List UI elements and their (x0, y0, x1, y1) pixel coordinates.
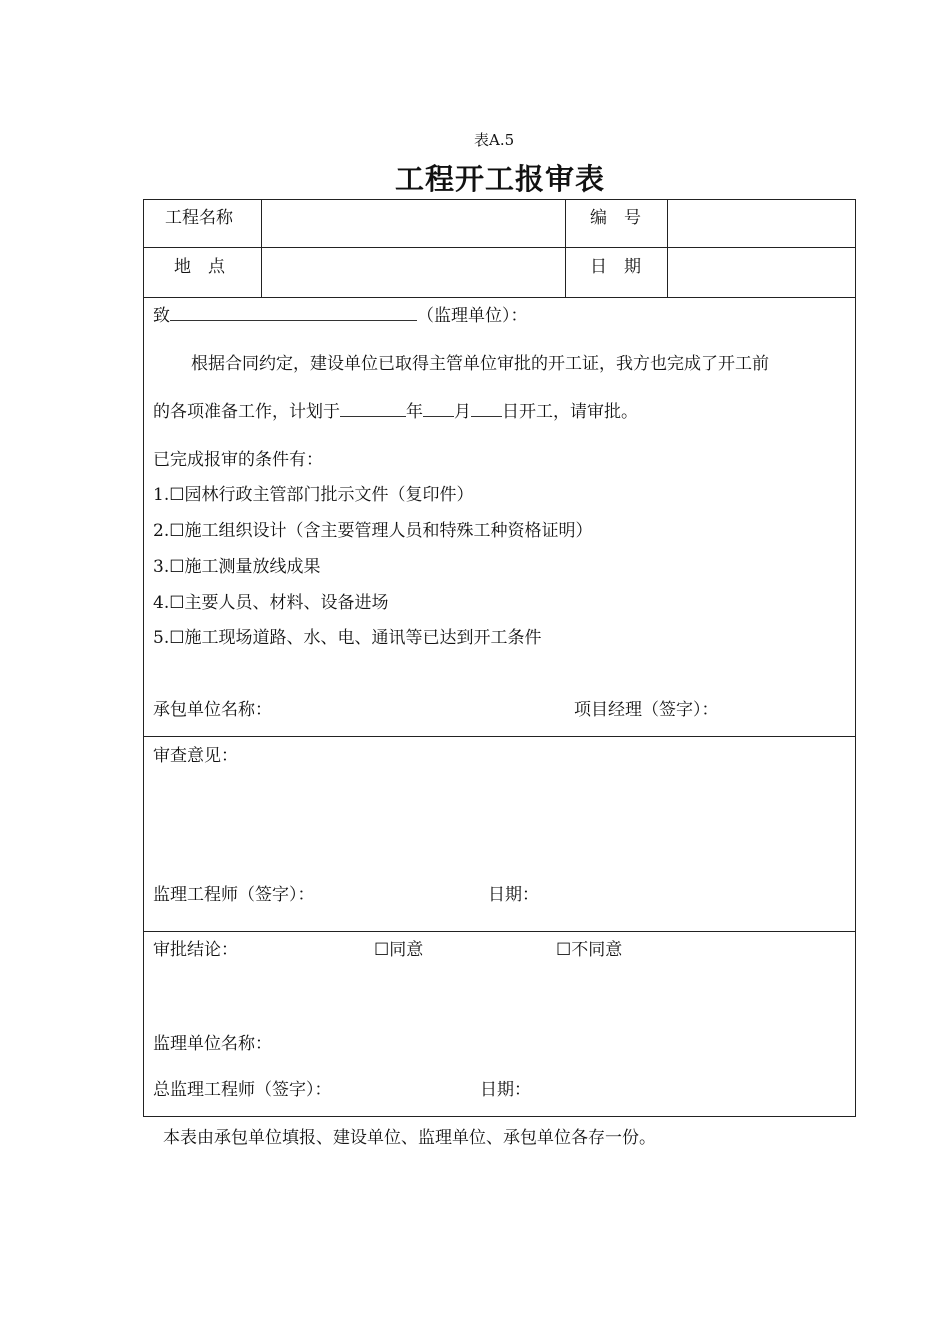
review-opinion-field[interactable] (150, 766, 850, 866)
day-blank[interactable] (471, 399, 502, 417)
footnote: 本表由承包单位填报、建设单位、监理单位、承包单位各存一份。 (163, 1128, 656, 1148)
year-blank[interactable] (340, 399, 406, 417)
date-field[interactable] (669, 249, 853, 296)
condition-text: 主要人员、材料、设备进场 (184, 593, 389, 613)
contractor-name-label: 承包单位名称： (153, 700, 272, 720)
project-manager-label: 项目经理（签字）： (574, 700, 719, 720)
condition-item (153, 623, 541, 648)
project-name-label: 工程名称 (165, 208, 233, 228)
supervisor-unit-name-label: 监理单位名称： (153, 1034, 272, 1054)
condition-item (153, 480, 473, 505)
addressee-prefix: 致 (153, 306, 170, 326)
number-label: 编 号 (590, 208, 641, 228)
checkbox-icon[interactable]: ☐ (374, 940, 390, 960)
condition-number: 3. (153, 557, 170, 577)
condition-text: 施工测量放线成果 (184, 557, 321, 577)
year-label: 年 (406, 402, 423, 422)
checkbox-icon[interactable]: ☐ (169, 557, 185, 577)
body-line-2-end: 日开工，请审批。 (502, 402, 638, 422)
month-label: 月 (454, 402, 471, 422)
checkbox-icon[interactable]: ☐ (169, 521, 185, 541)
project-name-field[interactable] (263, 201, 563, 246)
approval-conclusion-label: 审批结论： (153, 940, 238, 960)
table-border-bottom (143, 1116, 856, 1117)
review-date-label: 日期： (488, 885, 539, 905)
chief-engineer-label: 总监理工程师（签字）： (153, 1080, 332, 1100)
location-label: 地 点 (174, 257, 225, 277)
condition-number: 5. (153, 628, 170, 648)
location-field[interactable] (263, 249, 563, 296)
table-border-left (143, 199, 144, 1117)
agree-option[interactable] (374, 935, 423, 960)
row-divider (143, 931, 856, 932)
condition-text: 园林行政主管部门批示文件（复印件） (184, 485, 474, 505)
supervisor-unit-blank[interactable] (170, 303, 417, 321)
table-border-top (143, 199, 856, 200)
row-divider (143, 736, 856, 737)
number-field[interactable] (669, 201, 853, 246)
conditions-heading: 已完成报审的条件有： (153, 450, 323, 470)
body-line-2-start: 的各项准备工作，计划于 (153, 402, 340, 422)
disagree-label: 不同意 (571, 940, 623, 960)
checkbox-icon[interactable]: ☐ (169, 485, 185, 505)
checkbox-icon[interactable]: ☐ (169, 628, 185, 648)
body-line-1: 根据合同约定，建设单位已取得主管单位审批的开工证，我方也完成了开工前 (191, 354, 769, 374)
date-label: 日 期 (590, 257, 641, 277)
checkbox-icon[interactable]: ☐ (556, 940, 572, 960)
row-divider (143, 297, 856, 298)
condition-item (153, 552, 320, 577)
addressee-suffix: （监理单位）： (417, 306, 528, 326)
row-divider (143, 247, 856, 248)
condition-number: 2. (153, 521, 170, 541)
review-opinion-label: 审查意见： (153, 746, 238, 766)
condition-number: 1. (153, 485, 170, 505)
month-blank[interactable] (423, 399, 454, 417)
disagree-option[interactable] (556, 935, 622, 960)
condition-item (153, 516, 592, 541)
supervising-engineer-label: 监理工程师（签字）： (153, 885, 315, 905)
body-line-2 (153, 397, 638, 422)
col-divider (261, 199, 262, 298)
checkbox-icon[interactable]: ☐ (169, 593, 185, 613)
condition-text: 施工组织设计（含主要管理人员和特殊工种资格证明） (184, 521, 593, 541)
form-title: 工程开工报审表 (395, 162, 606, 196)
table-border-right (855, 199, 856, 1117)
condition-item (153, 588, 388, 613)
table-code: 表A.5 (474, 131, 515, 149)
condition-text: 施工现场道路、水、电、通讯等已达到开工条件 (184, 628, 542, 648)
agree-label: 同意 (389, 940, 424, 960)
condition-number: 4. (153, 593, 170, 613)
col-divider (565, 199, 566, 298)
approval-date-label: 日期： (480, 1080, 531, 1100)
addressee-line (153, 301, 528, 326)
col-divider (667, 199, 668, 298)
